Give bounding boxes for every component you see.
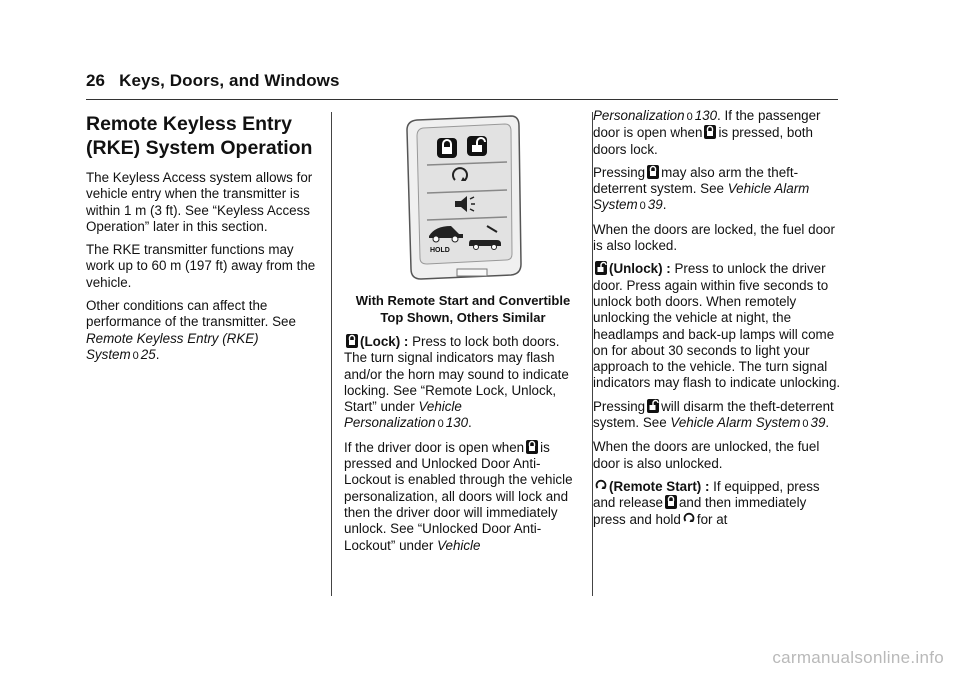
- cross-reference-link[interactable]: Remote Keyless Entry (RKE) System: [86, 330, 259, 362]
- text: is pressed and Unlocked Door Anti-Lockout is enabled through the vehicle personalization, all doors will lock and then the driver door will immediately unlock. See “Unlocked Door Anti-Lockout” under: [344, 439, 573, 553]
- page-number: 26: [86, 71, 106, 90]
- caption-line: Top Shown, Others Similar: [380, 310, 546, 325]
- lock-icon: [665, 495, 677, 509]
- cross-reference-link[interactable]: Vehicle: [437, 537, 481, 553]
- page-arrow: 0: [132, 349, 139, 362]
- unlock-icon: [467, 136, 487, 156]
- lock-icon: [346, 334, 358, 348]
- unlock-icon: [595, 261, 607, 275]
- text: Press to lock both doors. The turn signal indicators may flash and/or the horn may sound to indicate locking. See “Remote Lock, Unlock, Start” under: [344, 334, 569, 415]
- text: .: [825, 415, 830, 431]
- text: Pressing: [593, 164, 646, 180]
- text: is pressed, both doors lock.: [593, 125, 813, 157]
- lock-icon: [704, 125, 716, 139]
- hold-label: HOLD: [430, 247, 450, 254]
- text: for at: [696, 511, 728, 527]
- text: may also arm the theft-deterrent system. See: [593, 164, 799, 197]
- text: .: [155, 346, 160, 362]
- section-heading: Remote Keyless Entry (RKE) System Operation: [86, 113, 313, 159]
- paragraph: When the doors are unlocked, the fuel door is also unlocked.: [593, 439, 820, 471]
- cross-reference-link[interactable]: Vehicle Personalization: [344, 399, 462, 431]
- paragraph: [593, 165, 841, 215]
- lock-icon: [647, 165, 659, 179]
- page-header: [86, 71, 340, 91]
- page-ref[interactable]: 25: [140, 346, 156, 362]
- paragraph: [593, 108, 841, 158]
- paragraph: [593, 261, 841, 391]
- text: .: [468, 415, 472, 431]
- column-1: [86, 108, 318, 371]
- page-ref[interactable]: 130: [694, 108, 718, 123]
- paragraph: [593, 479, 841, 528]
- cross-reference-link[interactable]: Vehicle Alarm System: [670, 415, 801, 431]
- page-ref[interactable]: 39: [647, 197, 663, 213]
- paragraph: [86, 298, 318, 364]
- page-arrow: 0: [802, 418, 809, 431]
- key-fob-illustration: [403, 114, 523, 286]
- page-ref[interactable]: 130: [445, 415, 469, 431]
- paragraph: The Keyless Access system allows for vehicle entry when the transmitter is within 1 m (3 ft). See “Keyless Access Operation” later in this section.: [86, 170, 313, 234]
- column-divider-1: [331, 112, 332, 596]
- page-arrow: 0: [686, 111, 693, 123]
- text: . If the passenger door is open when: [593, 108, 821, 141]
- remote-start-label: (Remote Start) :: [609, 478, 710, 494]
- section-title: Keys, Doors, and Windows: [119, 71, 340, 90]
- text: .: [662, 197, 667, 213]
- cross-reference-link[interactable]: Personalization: [593, 108, 685, 123]
- page-arrow: 0: [437, 418, 444, 431]
- paragraph: [344, 334, 582, 433]
- text: Press to unlock the driver door. Press again within five seconds to unlock both doors. When remotely unlocking the vehicle at night, the headlamps and back-up lamps will come on for about 30 seconds to light your approach to the vehicle. The turn signal indicators may flash to indicate unlocking.: [593, 261, 841, 391]
- unlock-icon: [647, 399, 659, 413]
- cross-reference-link[interactable]: Vehicle Alarm System: [593, 181, 810, 213]
- remote-start-icon: [595, 479, 607, 493]
- text: and then immediately press and hold: [593, 495, 807, 527]
- column-2: [344, 114, 582, 561]
- lock-icon: [437, 138, 457, 158]
- caption-line: With Remote Start and Convertible: [355, 293, 571, 308]
- column-3: [593, 108, 841, 535]
- text: Other conditions can affect the performance of the transmitter. See: [86, 298, 296, 330]
- text: If equipped, press and release: [593, 478, 820, 511]
- page-arrow: 0: [639, 200, 646, 213]
- paragraph: The RKE transmitter functions may work up to 60 m (197 ft) away from the vehicle.: [86, 242, 316, 290]
- header-rule: [86, 99, 838, 100]
- lock-icon: [526, 440, 538, 454]
- paragraph: When the doors are locked, the fuel door is also locked.: [593, 221, 835, 254]
- watermark: carmanualsonline.info: [772, 648, 944, 667]
- paragraph: [593, 399, 841, 433]
- paragraph: [344, 440, 582, 554]
- text: will disarm the theft-deterrent system. See: [593, 398, 834, 431]
- page-ref[interactable]: 39: [810, 415, 826, 431]
- lock-label: (Lock) :: [360, 334, 409, 349]
- remote-start-icon: [683, 512, 695, 526]
- unlock-label: (Unlock) :: [609, 261, 671, 277]
- text: If the driver door is open when: [344, 439, 525, 455]
- text: Pressing: [593, 398, 646, 414]
- figure-caption: [344, 292, 582, 326]
